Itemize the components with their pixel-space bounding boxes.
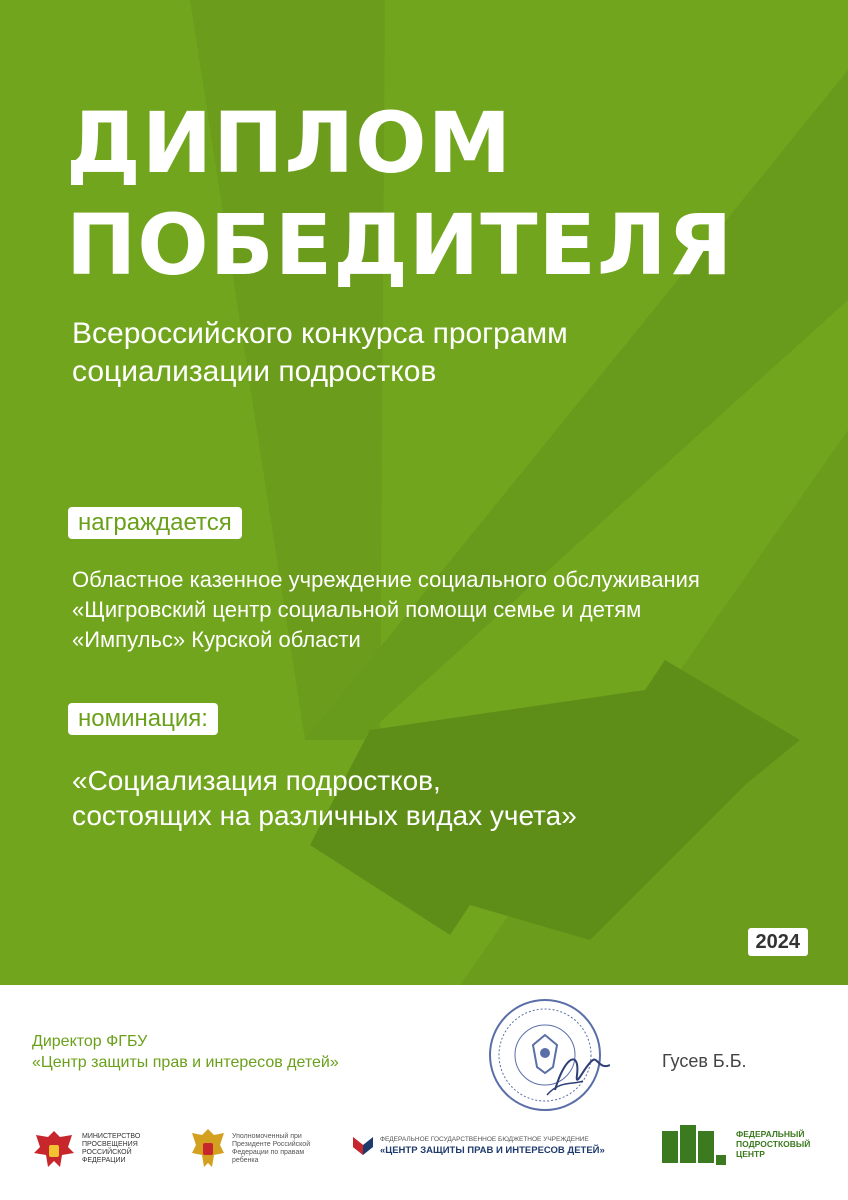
teen-center-mark-icon bbox=[662, 1125, 728, 1165]
signer-name: Гусев Б.Б. bbox=[662, 1051, 747, 1071]
partner-logos bbox=[0, 1125, 848, 1185]
center-logo-name: «ЦЕНТР ЗАЩИТЫ ПРАВ И ИНТЕРЕСОВ ДЕТЕЙ» bbox=[380, 1145, 605, 1156]
center-logo bbox=[350, 1125, 640, 1185]
nomination-label: номинация: bbox=[68, 703, 218, 735]
ombudsman-logo bbox=[188, 1125, 328, 1185]
diploma-title bbox=[66, 92, 733, 296]
eagle-emblem-icon bbox=[30, 1125, 78, 1173]
director-line-1: Директор ФГБУ bbox=[32, 1033, 148, 1050]
center-logo-subtitle: ФЕДЕРАЛЬНОЕ ГОСУДАРСТВЕННОЕ БЮДЖЕТНОЕ УЧРЕЖДЕНИЕ bbox=[380, 1136, 589, 1143]
center-emblem-icon bbox=[350, 1133, 376, 1159]
title-line-1: ДИПЛОМ bbox=[66, 94, 513, 192]
ministry-logo bbox=[30, 1125, 170, 1185]
year-badge: 2024 bbox=[748, 928, 809, 956]
director-title bbox=[32, 1031, 339, 1073]
awardee-name: Областное казенное учреждение социального обслуживания «Щигровский центр социальной помощи семье и детям «Импульс» Курской области bbox=[72, 567, 700, 652]
stamp-and-signature-icon bbox=[485, 995, 610, 1120]
footer bbox=[0, 985, 848, 1200]
contest-subtitle: Всероссийского конкурса программ социализации подростков bbox=[72, 317, 568, 388]
teen-center-logo bbox=[662, 1125, 822, 1185]
ombudsman-logo-text: Уполномоченный при Президенте Российской Федерации по правам ребенка bbox=[232, 1133, 311, 1164]
teen-center-text: ФЕДЕРАЛЬНЫЙ ПОДРОСТКОВЫЙ ЦЕНТР bbox=[736, 1129, 811, 1159]
awarded-label: награждается bbox=[68, 507, 242, 539]
coat-of-arms-icon bbox=[188, 1125, 228, 1173]
ministry-logo-text: МИНИСТЕРСТВО ПРОСВЕЩЕНИЯ РОССИЙСКОЙ ФЕДЕРАЦИИ bbox=[82, 1133, 141, 1164]
title-line-2: ПОБЕДИТЕЛЯ bbox=[66, 196, 734, 294]
director-line-2: «Центр защиты прав и интересов детей» bbox=[32, 1054, 339, 1071]
nomination-text: «Социализация подростков, состоящих на различных видах учета» bbox=[72, 765, 577, 831]
